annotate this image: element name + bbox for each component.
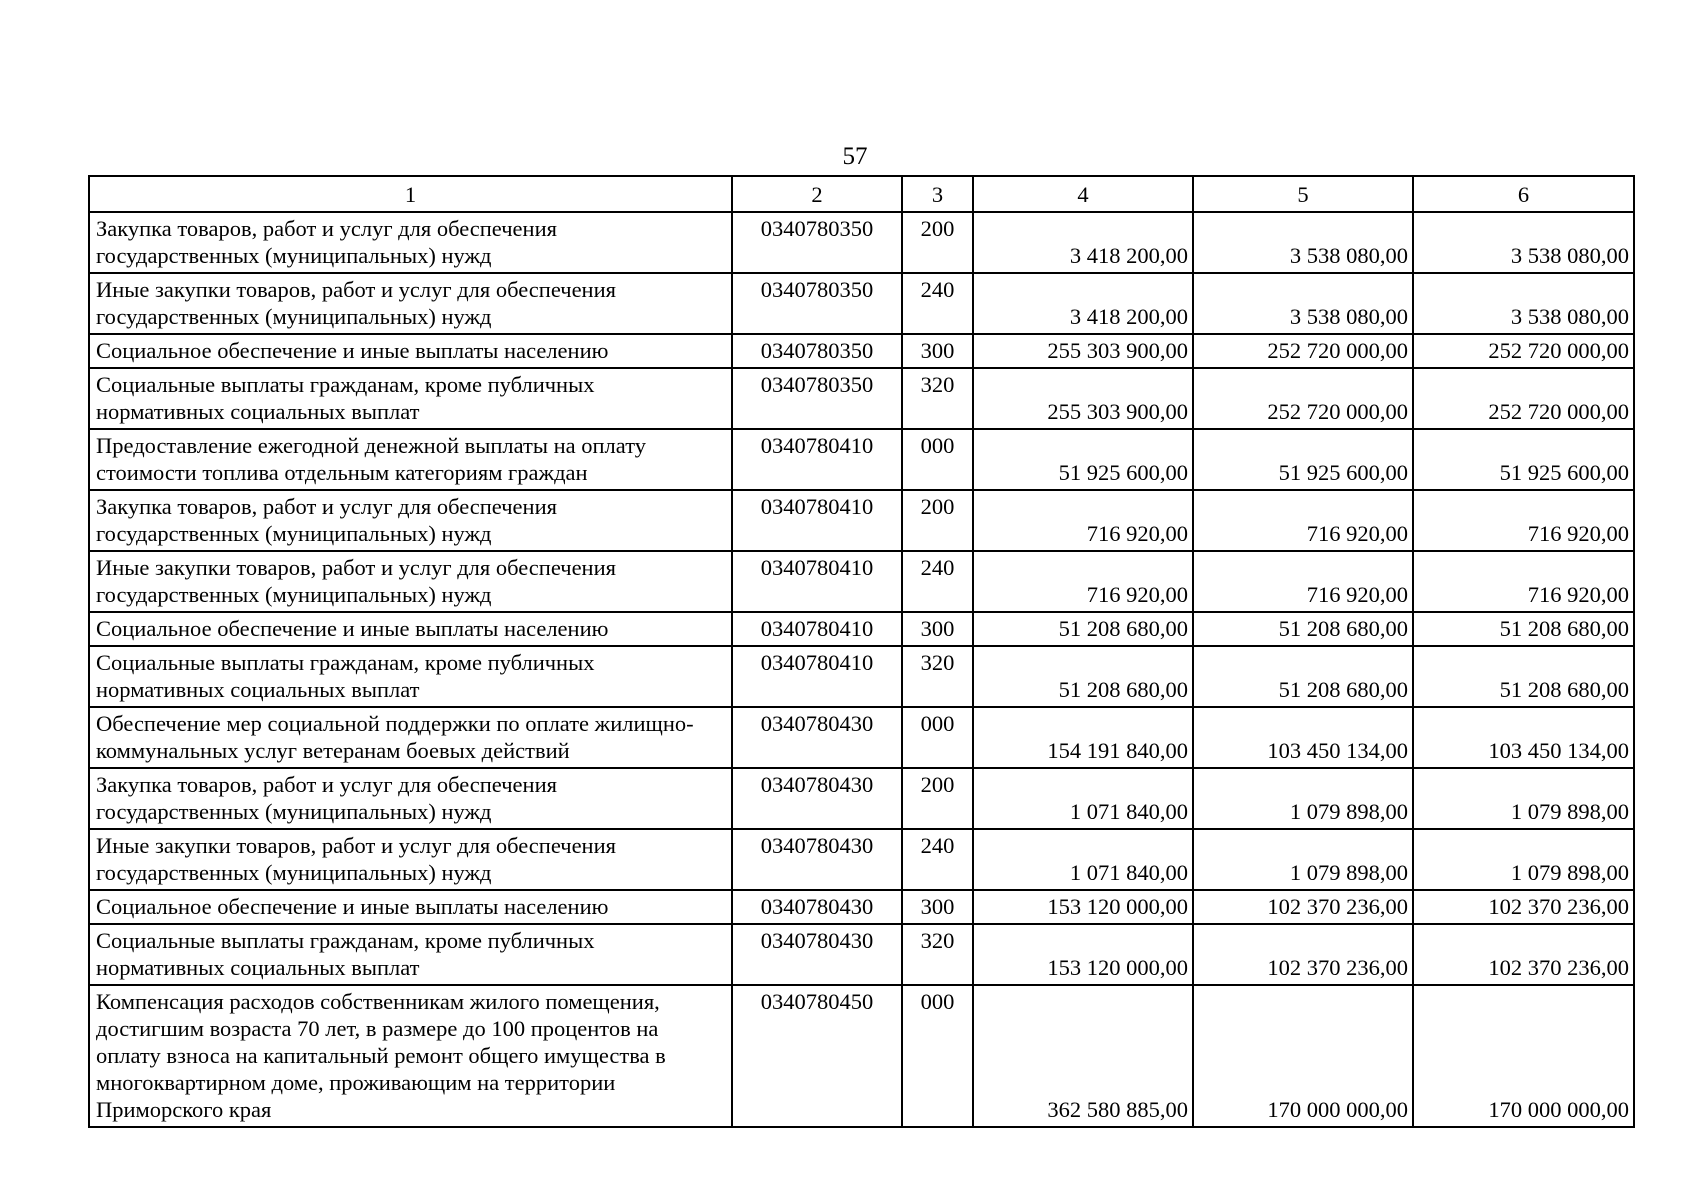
row-type-cell: 200: [902, 768, 973, 829]
row-value-col4-cell: 51 208 680,00: [973, 646, 1193, 707]
row-value-col5-cell: 102 370 236,00: [1193, 924, 1413, 985]
row-value-col4-cell: 51 208 680,00: [973, 612, 1193, 646]
row-value-col5-cell: 102 370 236,00: [1193, 890, 1413, 924]
row-name-cell: Социальное обеспечение и иные выплаты населению: [89, 334, 732, 368]
row-code-cell: 0340780430: [732, 829, 902, 890]
row-code-cell: 0340780430: [732, 768, 902, 829]
row-value-col5-cell: 716 920,00: [1193, 551, 1413, 612]
row-type-cell: 320: [902, 368, 973, 429]
row-value-col5-cell: 3 538 080,00: [1193, 212, 1413, 273]
table-row: [89, 646, 1634, 707]
row-value-col6-cell: 716 920,00: [1413, 490, 1634, 551]
row-value-col6-cell: 1 079 898,00: [1413, 768, 1634, 829]
row-name-cell: Социальные выплаты гражданам, кроме публичных нормативных социальных выплат: [89, 368, 732, 429]
row-value-col5-cell: 1 079 898,00: [1193, 768, 1413, 829]
row-name-cell: Социальное обеспечение и иные выплаты населению: [89, 890, 732, 924]
row-value-col6-cell: 716 920,00: [1413, 551, 1634, 612]
row-code-cell: 0340780410: [732, 551, 902, 612]
row-value-col6-cell: 102 370 236,00: [1413, 890, 1634, 924]
row-value-col4-cell: 255 303 900,00: [973, 334, 1193, 368]
table-row: [89, 368, 1634, 429]
table-body: [89, 176, 1634, 1127]
column-header: 4: [973, 176, 1193, 212]
row-name-cell: Иные закупки товаров, работ и услуг для обеспечения государственных (муниципальных) нужд: [89, 273, 732, 334]
row-value-col6-cell: 51 208 680,00: [1413, 646, 1634, 707]
row-value-col6-cell: 51 208 680,00: [1413, 612, 1634, 646]
row-value-col5-cell: 1 079 898,00: [1193, 829, 1413, 890]
row-value-col4-cell: 3 418 200,00: [973, 212, 1193, 273]
row-value-col6-cell: 1 079 898,00: [1413, 829, 1634, 890]
row-value-col5-cell: 103 450 134,00: [1193, 707, 1413, 768]
row-name-cell: Закупка товаров, работ и услуг для обеспечения государственных (муниципальных) нужд: [89, 212, 732, 273]
row-type-cell: 000: [902, 707, 973, 768]
table-row: [89, 890, 1634, 924]
row-value-col6-cell: 3 538 080,00: [1413, 273, 1634, 334]
table-row: [89, 273, 1634, 334]
row-type-cell: 320: [902, 924, 973, 985]
row-code-cell: 0340780350: [732, 368, 902, 429]
row-code-cell: 0340780410: [732, 429, 902, 490]
table-row: [89, 985, 1634, 1127]
row-value-col4-cell: 1 071 840,00: [973, 768, 1193, 829]
table-row: [89, 768, 1634, 829]
row-code-cell: 0340780450: [732, 985, 902, 1127]
row-value-col4-cell: 3 418 200,00: [973, 273, 1193, 334]
row-code-cell: 0340780350: [732, 273, 902, 334]
row-code-cell: 0340780350: [732, 334, 902, 368]
row-value-col5-cell: 252 720 000,00: [1193, 368, 1413, 429]
table-row: [89, 707, 1634, 768]
column-header: 6: [1413, 176, 1634, 212]
row-type-cell: 000: [902, 985, 973, 1127]
row-code-cell: 0340780410: [732, 490, 902, 551]
row-code-cell: 0340780410: [732, 612, 902, 646]
row-value-col4-cell: 153 120 000,00: [973, 890, 1193, 924]
row-type-cell: 300: [902, 334, 973, 368]
table-row: [89, 490, 1634, 551]
row-code-cell: 0340780350: [732, 212, 902, 273]
row-code-cell: 0340780430: [732, 707, 902, 768]
table-row: [89, 612, 1634, 646]
row-value-col6-cell: 51 925 600,00: [1413, 429, 1634, 490]
row-type-cell: 200: [902, 490, 973, 551]
row-value-col4-cell: 362 580 885,00: [973, 985, 1193, 1127]
row-name-cell: Обеспечение мер социальной поддержки по оплате жилищно-коммунальных услуг ветеранам боевых действий: [89, 707, 732, 768]
row-name-cell: Социальное обеспечение и иные выплаты населению: [89, 612, 732, 646]
row-name-cell: Иные закупки товаров, работ и услуг для обеспечения государственных (муниципальных) нужд: [89, 551, 732, 612]
row-name-cell: Компенсация расходов собственникам жилого помещения, достигшим возраста 70 лет, в размере до 100 процентов на оплату взноса на капитальный ремонт общего имущества в многоквартирном доме, проживающим на территории Приморского края: [89, 985, 732, 1127]
row-value-col5-cell: 716 920,00: [1193, 490, 1413, 551]
row-value-col5-cell: 51 208 680,00: [1193, 612, 1413, 646]
row-value-col6-cell: 252 720 000,00: [1413, 368, 1634, 429]
row-value-col6-cell: 3 538 080,00: [1413, 212, 1634, 273]
row-value-col6-cell: 252 720 000,00: [1413, 334, 1634, 368]
table-row: [89, 334, 1634, 368]
row-value-col4-cell: 1 071 840,00: [973, 829, 1193, 890]
row-code-cell: 0340780430: [732, 890, 902, 924]
row-value-col5-cell: 51 208 680,00: [1193, 646, 1413, 707]
row-type-cell: 300: [902, 890, 973, 924]
row-value-col5-cell: 3 538 080,00: [1193, 273, 1413, 334]
column-header: 2: [732, 176, 902, 212]
row-value-col6-cell: 102 370 236,00: [1413, 924, 1634, 985]
table-row: [89, 829, 1634, 890]
row-value-col5-cell: 51 925 600,00: [1193, 429, 1413, 490]
row-type-cell: 320: [902, 646, 973, 707]
table-row: [89, 429, 1634, 490]
row-name-cell: Закупка товаров, работ и услуг для обеспечения государственных (муниципальных) нужд: [89, 768, 732, 829]
row-type-cell: 240: [902, 273, 973, 334]
row-value-col6-cell: 170 000 000,00: [1413, 985, 1634, 1127]
row-type-cell: 000: [902, 429, 973, 490]
row-name-cell: Закупка товаров, работ и услуг для обеспечения государственных (муниципальных) нужд: [89, 490, 732, 551]
budget-table: [88, 175, 1635, 1128]
column-header: 5: [1193, 176, 1413, 212]
table-row: [89, 212, 1634, 273]
row-value-col4-cell: 716 920,00: [973, 551, 1193, 612]
table-row: [89, 924, 1634, 985]
column-header: 3: [902, 176, 973, 212]
row-name-cell: Социальные выплаты гражданам, кроме публичных нормативных социальных выплат: [89, 924, 732, 985]
row-type-cell: 200: [902, 212, 973, 273]
row-value-col5-cell: 170 000 000,00: [1193, 985, 1413, 1127]
column-header: 1: [89, 176, 732, 212]
row-name-cell: Социальные выплаты гражданам, кроме публичных нормативных социальных выплат: [89, 646, 732, 707]
row-type-cell: 240: [902, 551, 973, 612]
row-value-col4-cell: 51 925 600,00: [973, 429, 1193, 490]
row-type-cell: 240: [902, 829, 973, 890]
row-type-cell: 300: [902, 612, 973, 646]
row-value-col4-cell: 255 303 900,00: [973, 368, 1193, 429]
row-value-col4-cell: 154 191 840,00: [973, 707, 1193, 768]
row-value-col4-cell: 153 120 000,00: [973, 924, 1193, 985]
row-value-col5-cell: 252 720 000,00: [1193, 334, 1413, 368]
row-name-cell: Предоставление ежегодной денежной выплаты на оплату стоимости топлива отдельным категориям граждан: [89, 429, 732, 490]
row-code-cell: 0340780430: [732, 924, 902, 985]
row-value-col4-cell: 716 920,00: [973, 490, 1193, 551]
column-number-header-row: [89, 176, 1634, 212]
table-row: [89, 551, 1634, 612]
page-number: 57: [842, 143, 868, 170]
row-code-cell: 0340780410: [732, 646, 902, 707]
row-value-col6-cell: 103 450 134,00: [1413, 707, 1634, 768]
row-name-cell: Иные закупки товаров, работ и услуг для обеспечения государственных (муниципальных) нужд: [89, 829, 732, 890]
